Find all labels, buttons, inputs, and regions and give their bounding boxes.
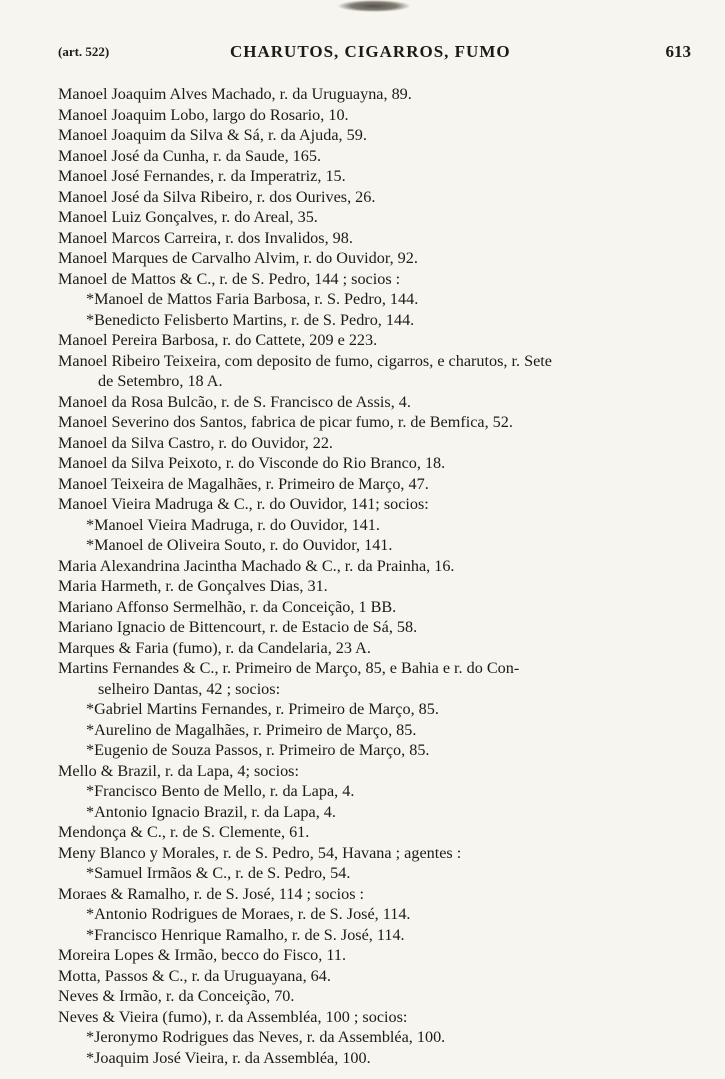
entry-text: *Eugenio de Souza Passos, r. Primeiro de Março, 85. [86, 741, 430, 759]
directory-entry [58, 597, 699, 618]
directory-entry [58, 84, 699, 105]
directory-entry [58, 166, 699, 187]
entry-text: Manoel Joaquim Lobo, largo do Rosario, 10. [58, 105, 349, 124]
directory-entry [58, 187, 699, 208]
directory-entry [58, 105, 699, 126]
directory-entry [58, 576, 699, 597]
entry-text: *Manoel de Mattos Faria Barbosa, r. S. Pedro, 144. [86, 290, 419, 308]
entry-text: Manoel José da Silva Ribeiro, r. dos Ourives, 26. [58, 187, 376, 206]
directory-entry [58, 843, 699, 864]
entry-text: *Benedicto Felisberto Martins, r. de S. Pedro, 144. [86, 310, 415, 329]
page-header [58, 38, 691, 64]
entry-text: Manoel Marcos Carreira, r. dos Invalidos, 98. [58, 228, 353, 247]
partner-entry [58, 720, 699, 741]
entry-text: Manoel Vieira Madruga & C., r. do Ouvidor, 141; socios: [58, 495, 429, 513]
entry-text: Manoel Teixeira de Magalhães, r. Primeiro de Março, 47. [58, 474, 429, 493]
partner-entry [58, 781, 699, 802]
entry-text: Manoel da Silva Peixoto, r. do Visconde do Rio Branco, 18. [58, 454, 446, 472]
entry-text: Motta, Passos & C., r. da Uruguayana, 64. [58, 966, 331, 985]
entry-continuation: de Setembro, 18 A. [98, 372, 223, 390]
partner-entry [58, 904, 699, 925]
directory-entry [58, 556, 699, 577]
entry-text: *Antonio Rodrigues de Moraes, r. de S. José, 114. [86, 905, 411, 923]
entry-text: Marques & Faria (fumo), r. da Candelaria, 23 A. [58, 638, 371, 657]
entry-text: Mello & Brazil, r. da Lapa, 4; socios: [58, 761, 299, 780]
entry-text: Maria Alexandrina Jacintha Machado & C., r. da Prainha, 16. [58, 556, 455, 575]
entry-text: Manoel José da Cunha, r. da Saude, 165. [58, 146, 321, 165]
entry-text: Manoel Joaquim da Silva & Sá, r. da Ajuda, 59. [58, 126, 367, 144]
directory-entry [58, 494, 699, 515]
entry-text: Neves & Irmão, r. da Conceição, 70. [58, 987, 295, 1005]
partner-entry [58, 535, 699, 556]
partner-entry [58, 1027, 699, 1048]
directory-entry [58, 761, 699, 782]
entry-text: *Jeronymo Rodrigues das Neves, r. da Assembléa, 100. [86, 1028, 446, 1046]
entry-text: *Samuel Irmãos & C., r. de S. Pedro, 54. [86, 864, 351, 882]
entry-text: Martins Fernandes & C., r. Primeiro de Março, 85, e Bahia e r. do Con- [58, 659, 520, 677]
directory-entry [58, 207, 699, 228]
directory-entry [58, 966, 699, 987]
entry-text: Manoel Severino dos Santos, fabrica de picar fumo, r. de Bemfica, 52. [58, 413, 513, 431]
directory-entry [58, 474, 699, 495]
directory-entry [58, 146, 699, 167]
entry-text: *Gabriel Martins Fernandes, r. Primeiro de Março, 85. [86, 700, 439, 718]
partner-entry [58, 310, 699, 331]
entry-text: Neves & Vieira (fumo), r. da Assembléa, 100 ; socios: [58, 1007, 408, 1026]
article-number: (art. 522) [58, 44, 110, 59]
entry-text: *Aurelino de Magalhães, r. Primeiro de Março, 85. [86, 720, 417, 739]
entry-text: *Antonio Ignacio Brazil, r. da Lapa, 4. [86, 802, 336, 821]
directory-listing [58, 84, 699, 1068]
partner-entry [58, 289, 699, 310]
directory-entry [58, 351, 699, 392]
directory-entry [58, 269, 699, 290]
entry-text: Manoel da Rosa Bulcão, r. de S. Francisco de Assis, 4. [58, 392, 411, 411]
directory-entry [58, 433, 699, 454]
entry-text: Mariano Ignacio de Bittencourt, r. de Estacio de Sá, 58. [58, 618, 418, 636]
entry-text: *Francisco Bento de Mello, r. da Lapa, 4. [86, 782, 355, 800]
partner-entry [58, 699, 699, 720]
ink-smudge [338, 0, 410, 12]
entry-text: Moraes & Ramalho, r. de S. José, 114 ; socios : [58, 884, 365, 903]
entry-text: *Manoel de Oliveira Souto, r. do Ouvidor, 141. [86, 536, 393, 554]
directory-entry [58, 658, 699, 699]
directory-entry [58, 638, 699, 659]
entry-text: Manoel José Fernandes, r. da Imperatriz, 15. [58, 167, 346, 185]
page-number: 613 [665, 42, 691, 61]
entry-text: Manoel Marques de Carvalho Alvim, r. do Ouvidor, 92. [58, 249, 418, 267]
entry-continuation: selheiro Dantas, 42 ; socios: [98, 679, 281, 698]
partner-entry [58, 925, 699, 946]
directory-entry [58, 884, 699, 905]
entry-text: Manoel Joaquim Alves Machado, r. da Uruguayna, 89. [58, 85, 412, 103]
entry-text: Mariano Affonso Sermelhão, r. da Conceição, 1 BB. [58, 597, 397, 616]
directory-entry [58, 392, 699, 413]
directory-entry [58, 412, 699, 433]
partner-entry [58, 740, 699, 761]
entry-text: Meny Blanco y Morales, r. de S. Pedro, 54, Havana ; agentes : [58, 843, 462, 862]
directory-entry [58, 945, 699, 966]
partner-entry [58, 515, 699, 536]
page-title: CHARUTOS, CIGARROS, FUMO [230, 42, 511, 61]
entry-text: Manoel Pereira Barbosa, r. do Cattete, 209 e 223. [58, 331, 378, 349]
directory-entry [58, 125, 699, 146]
entry-text: Manoel de Mattos & C., r. de S. Pedro, 144 ; socios : [58, 269, 401, 288]
entry-text: Manoel Luiz Gonçalves, r. do Areal, 35. [58, 208, 318, 226]
partner-entry [58, 802, 699, 823]
entry-text: *Manoel Vieira Madruga, r. do Ouvidor, 141. [86, 515, 380, 534]
directory-entry [58, 617, 699, 638]
directory-entry [58, 1007, 699, 1028]
directory-entry [58, 822, 699, 843]
directory-entry [58, 248, 699, 269]
entry-text: Manoel Ribeiro Teixeira, com deposito de fumo, cigarros, e charutos, r. Sete [58, 351, 552, 370]
entry-text: *Francisco Henrique Ramalho, r. de S. José, 114. [86, 925, 405, 944]
directory-entry [58, 453, 699, 474]
partner-entry [58, 863, 699, 884]
entry-text: Manoel da Silva Castro, r. do Ouvidor, 22. [58, 433, 333, 452]
partner-entry [58, 1048, 699, 1069]
directory-entry [58, 986, 699, 1007]
entry-text: *Joaquim José Vieira, r. da Assembléa, 100. [86, 1048, 371, 1067]
directory-entry [58, 330, 699, 351]
directory-entry [58, 228, 699, 249]
entry-text: Moreira Lopes & Irmão, becco do Fisco, 11. [58, 946, 346, 964]
entry-text: Mendonça & C., r. de S. Clemente, 61. [58, 823, 310, 841]
entry-text: Maria Harmeth, r. de Gonçalves Dias, 31. [58, 577, 328, 595]
